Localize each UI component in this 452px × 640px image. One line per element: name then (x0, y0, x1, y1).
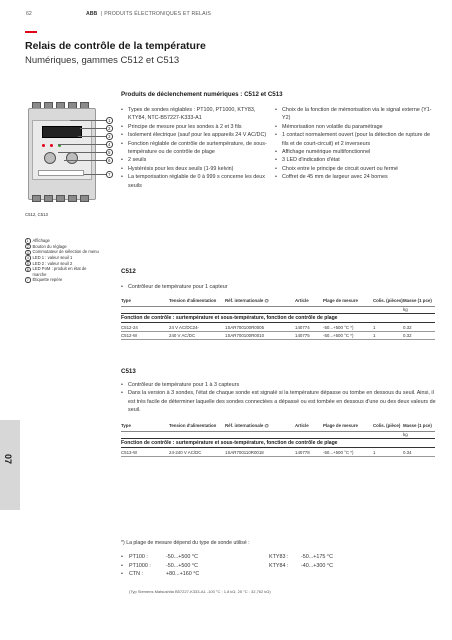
legend-number: 7 (26, 278, 29, 283)
legend-item (25, 266, 101, 277)
sensor-range: -50...+500 °C (166, 554, 198, 560)
cell-mass: 0.34 (403, 448, 435, 457)
cell-ref: 1SAR700110R0018 (225, 448, 295, 457)
cell-ref: 1SAR700100R0005 (225, 323, 295, 332)
legend-item (25, 277, 101, 283)
column-header: Masse (1 pce) (403, 422, 435, 431)
feature-item: • Hystérésis pour les deux seuils (1-99 kelvin) (121, 165, 271, 173)
column-header: Tension d'alimentation (169, 422, 225, 431)
cell-voltage: 24-240 V AC/DC (169, 448, 225, 457)
terminal-bottom (80, 195, 89, 202)
table-row (121, 323, 435, 332)
callout-line (58, 152, 106, 153)
cell-range: -50...+500 °C *) (323, 448, 373, 457)
cell-ref: 1SAR700100R0010 (225, 331, 295, 340)
chapter-number: 07 (3, 453, 14, 465)
c512-bullet: • Contrôleur de température pour 1 capteur (121, 283, 437, 291)
callout-7: 7 (106, 171, 113, 178)
cell-pack: 1 (373, 448, 403, 457)
column-header: Tension d'alimentation (169, 297, 225, 306)
sensor-range: -50...+500 °C (166, 562, 198, 569)
display-screen (42, 126, 82, 138)
function-row (121, 313, 435, 323)
feature-item: • 2 seuils (121, 156, 271, 164)
sensor-name: KTY83 : (269, 554, 289, 560)
c513-bullet: • Contrôleur de température pour 1 à 3 capteurs (121, 381, 437, 389)
callout-2: 2 (106, 125, 113, 132)
terminal-bottom (32, 195, 41, 202)
accent-bar (25, 31, 37, 33)
callout-1: 1 (106, 117, 113, 124)
cell-article: 140774 (295, 323, 323, 332)
feature-item: • Affichage numérique multifonctionnel (275, 148, 435, 156)
sensor-row: • PT1000 : -50...+500 °C KTY84 : -40...+300 °C (121, 562, 333, 569)
led-2 (50, 144, 53, 147)
sensor-range: -40...+300 °C (301, 562, 333, 569)
feature-item: • Choix de la fonction de mémorisation via le signal externe (Y1-Y2) (275, 106, 435, 123)
callout-line (80, 128, 106, 129)
legend-text: Commutateur de sélection de menu (32, 249, 99, 255)
feature-item: • Choix entre le principe de circuit ouvert ou fermé (275, 165, 435, 173)
column-header: Réf. internationale @ (225, 422, 295, 431)
cell-type: C513-W (121, 448, 169, 457)
function-label: Fonction de contrôle : surtempérature et sous-température, fonction de contrôle de plage (121, 438, 435, 448)
callout-4: 4 (106, 141, 113, 148)
cell-article: 140775 (295, 331, 323, 340)
legend-text: LED 1 : valeur seuil 1 (32, 255, 73, 261)
feature-item: • Fonction réglable de contrôle de surtempérature, de sous-température ou de contrôle de plage (121, 140, 271, 157)
cell-range: -50...+500 °C *) (323, 323, 373, 332)
page-subtitle: Numériques, gammes C512 et C513 (25, 55, 180, 66)
table-row (121, 448, 435, 457)
feature-item: • Types de sondes réglables : PT100, PT1000, KTY83, KTY84, NTC-B57227-K333-A1 (121, 106, 271, 123)
page-number: 62 (26, 11, 32, 17)
column-header: Type (121, 297, 169, 306)
column-header: Colis. (pièces) (373, 297, 403, 306)
cell-pack: 1 (373, 323, 403, 332)
c513-bullets (121, 381, 437, 415)
sensor-name: PT1000 : (129, 562, 151, 569)
unit-label: kg (403, 306, 435, 313)
sensor-name: KTY84 : (269, 562, 289, 569)
c512-bullets (121, 283, 437, 291)
table-unit-row (121, 306, 435, 313)
cell-type: C512-W (121, 331, 169, 340)
callout-line (58, 144, 106, 145)
sensor-ranges (121, 553, 421, 579)
menu-selector-switch (66, 152, 78, 164)
legend-text: LED 2 : valeur seuil 2 (32, 260, 73, 266)
figure-legend (25, 238, 101, 283)
column-header: Article (295, 297, 323, 306)
legend-number: 6 (26, 267, 29, 272)
c512-table (121, 297, 435, 340)
section-title: | PRODUITS ÉLECTRONIQUES ET RELAIS (101, 11, 212, 17)
features-heading: Produits de déclenchement numériques : C512 et C513 (121, 91, 283, 98)
callout-3: 3 (106, 133, 113, 140)
cell-mass: 0.32 (403, 331, 435, 340)
features-right-column (275, 106, 435, 182)
sensor-name: CTN : (129, 571, 144, 578)
unit-label: kg (403, 431, 435, 438)
sensor-row: • CTN : +80...+160 °C (121, 570, 421, 579)
legend-number: 4 (26, 256, 29, 261)
column-header: Plage de mesure (323, 297, 373, 306)
terminal-bottom (56, 195, 65, 202)
figure-caption: C512, C513 (25, 212, 48, 217)
page-title: Relais de contrôle de la température (25, 40, 206, 52)
function-label: Fonction de contrôle : surtempérature et sous-température, fonction de contrôle de plage (121, 313, 435, 323)
cell-range: -50...+500 °C *) (323, 331, 373, 340)
feature-item: • Mémorisation non volatile du paramétrage (275, 123, 435, 131)
cell-article: 140778 (295, 448, 323, 457)
led-1 (42, 144, 45, 147)
table-header-row (121, 297, 435, 306)
label-plate (38, 170, 84, 176)
footnote: (Typ Siemens Matsushita B57227-K333-A1 -100 °C : 1,8 kΩ, 25 °C : 32,762 kΩ) (129, 589, 271, 594)
feature-item: • Principe de mesure pour les sondes à 2 et 3 fils (121, 123, 271, 131)
feature-item: • Isolement électrique (sauf pour les appareils 24 V AC/DC) (121, 131, 271, 139)
cell-voltage: 24 V AC/DC24- (169, 323, 225, 332)
legend-number: 3 (26, 250, 29, 255)
legend-text: Étiquette repère (32, 277, 63, 283)
features-left-column (121, 106, 271, 190)
table-row (121, 331, 435, 340)
table-header-row (121, 422, 435, 431)
c513-table (121, 422, 435, 457)
sensor-name: PT100 : (129, 554, 148, 560)
cell-type: C512-24 (121, 323, 169, 332)
cell-voltage: 240 V AC/DC (169, 331, 225, 340)
cell-mass: 0.32 (403, 323, 435, 332)
c512-heading: C512 (121, 268, 136, 275)
feature-item: • La temporisation réglable de 0 à 999 s concerne les deux seuils (121, 173, 271, 190)
c513-heading: C513 (121, 368, 136, 375)
column-header: Masse (1 pce) (403, 297, 435, 306)
column-header: Type (121, 422, 169, 431)
sensor-range: +80...+160 °C (166, 571, 200, 578)
feature-item: • Coffret de 45 mm de largeur avec 24 bornes (275, 173, 435, 181)
adjustment-knob (44, 152, 56, 164)
callout-line (64, 160, 106, 161)
legend-text: LED PoM : produit en état de marche (32, 266, 87, 277)
feature-item: • 3 LED d'indication d'état (275, 156, 435, 164)
legend-number: 2 (26, 244, 29, 249)
legend-number: 5 (26, 261, 29, 266)
sensor-row: • PT100 : -50...+500 °C KTY83 : -50...+175 °C (121, 554, 333, 560)
terminal-bottom (44, 195, 53, 202)
legend-text: Affichage (32, 238, 50, 243)
legend-number: 1 (26, 239, 29, 244)
column-header: Plage de mesure (323, 422, 373, 431)
sensor-range: -50...+175 °C (301, 554, 333, 560)
cell-pack: 1 (373, 331, 403, 340)
legend-text: Bouton du réglage (32, 243, 67, 249)
function-row (121, 438, 435, 448)
callout-line (84, 174, 106, 175)
brand-name: ABB (86, 11, 98, 17)
callout-line (70, 120, 106, 121)
chapter-tab (0, 420, 20, 510)
c513-bullet: • Dans la version à 3 sondes, l'état de chaque sonde est signalé si la température dépasse ou tombe en dessous du seuil. Ainsi, il est très facile de déterminer laquelle des sondes connectées a dépassé ou est tombée en dessous d'une ou des deux valeurs de seuil. (121, 389, 437, 414)
feature-item: • 1 contact normalement ouvert (pour la détection de rupture de fils et de court-circuit) et 2 inverseurs (275, 131, 435, 148)
column-header: Réf. internationale @ (225, 297, 295, 306)
terminal-bottom (68, 195, 77, 202)
callout-line (78, 136, 106, 137)
column-header: Article (295, 422, 323, 431)
callout-6: 6 (106, 157, 113, 164)
callout-5: 5 (106, 149, 113, 156)
table-unit-row (121, 431, 435, 438)
column-header: Colis. (pièce) (373, 422, 403, 431)
sensor-note: *) La plage de mesure dépend du type de sonde utilisé : (121, 540, 250, 546)
